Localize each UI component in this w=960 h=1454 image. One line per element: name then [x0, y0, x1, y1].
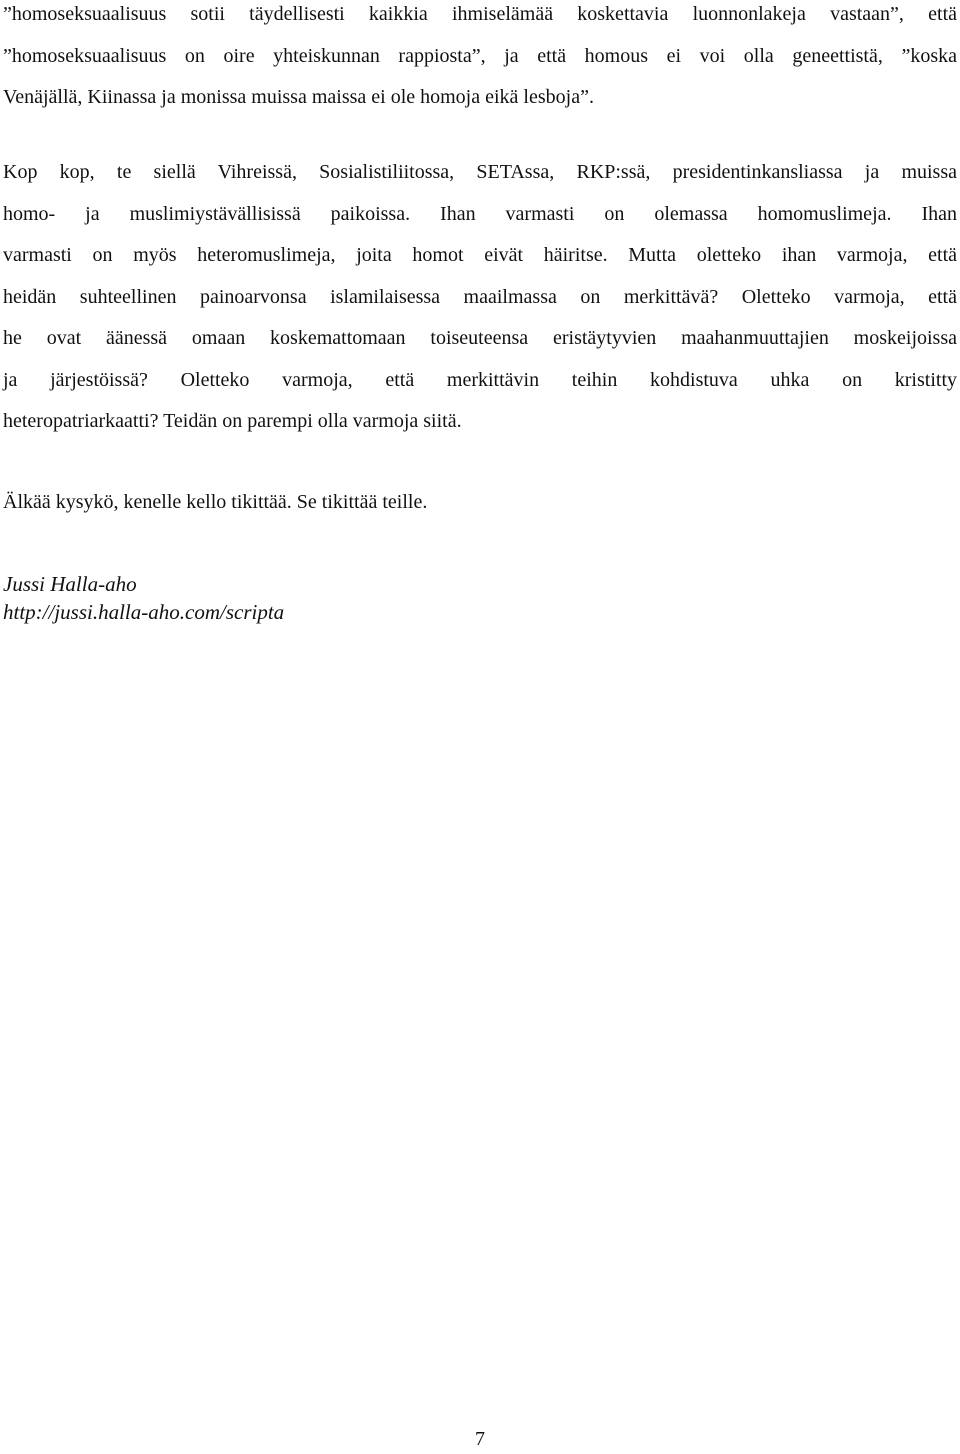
signature-url[interactable]: http://jussi.halla-aho.com/scripta	[3, 600, 285, 624]
page-number: 7	[475, 1428, 485, 1450]
text-line: he ovat äänessä omaan koskemattomaan toiseuteensa eristäytyvien maahanmuuttajien moskeijoissa	[3, 327, 957, 349]
text-line: varmasti on myös heteromuslimeja, joita homot eivät häiritse. Mutta oletteko ihan varmoja, että	[3, 244, 957, 266]
paragraph-closing	[3, 482, 957, 524]
text-line: Älkää kysykö, kenelle kello tikittää. Se tikittää teille.	[3, 491, 428, 513]
text-line: Venäjällä, Kiinassa ja monissa muissa maissa ei ole homoja eikä lesboja”.	[3, 86, 594, 108]
text-line: Kop kop, te siellä Vihreissä, Sosialistiliitossa, SETAssa, RKP:ssä, presidentinkansliassa ja muissa	[3, 161, 957, 183]
paragraph-quotes	[3, 0, 957, 119]
paragraph-kop-kop	[3, 152, 957, 443]
text-line: heteropatriarkaatti? Teidän on parempi olla varmoja siitä.	[3, 410, 462, 432]
text-line: homo- ja muslimiystävällisissä paikoissa. Ihan varmasti on olemassa homomuslimeja. Ihan	[3, 202, 957, 225]
signature-name: Jussi Halla-aho	[3, 572, 137, 596]
text-line: ja järjestöissä? Oletteko varmoja, että merkittävin teihin kohdistuva uhka on kristitty	[3, 368, 957, 391]
text-line: ”homoseksuaalisuus on oire yhteiskunnan rappiosta”, ja että homous ei voi olla geneettistä, ”koska	[3, 44, 957, 67]
text-line: heidän suhteellinen painoarvonsa islamilaisessa maailmassa on merkittävä? Oletteko varmoja, että	[3, 285, 957, 308]
text-line: ”homoseksuaalisuus sotii täydellisesti kaikkia ihmiselämää koskettavia luonnonlakeja vastaan”, että	[3, 3, 957, 25]
